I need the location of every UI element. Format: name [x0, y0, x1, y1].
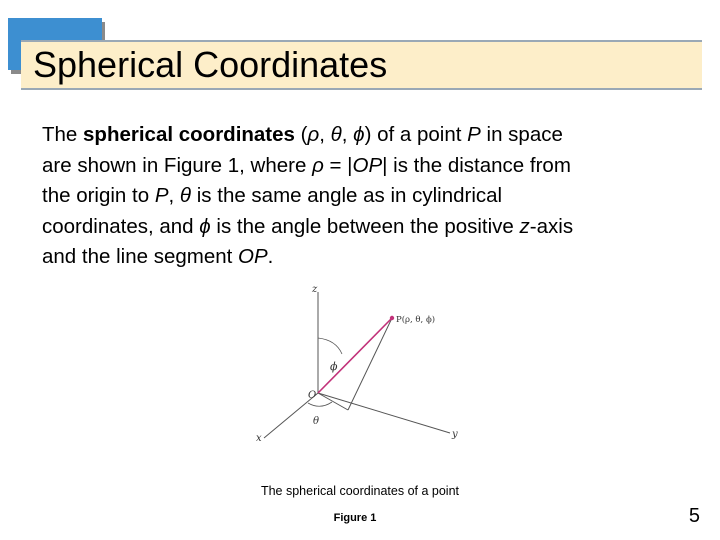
symbol-OP: OP	[238, 245, 268, 268]
text-run: are shown in Figure 1, where	[42, 153, 313, 177]
paragraph-line-2	[42, 151, 682, 182]
slide-title: Spherical Coordinates	[33, 44, 388, 85]
paragraph-line-1	[42, 120, 682, 151]
symbol-theta: θ	[179, 184, 192, 207]
spherical-coordinates-figure	[250, 278, 470, 448]
symbol-P: P	[467, 123, 481, 146]
symbol-phi: ϕ	[199, 214, 211, 238]
text-run: the origin to	[42, 184, 155, 207]
paragraph-line-4	[42, 212, 682, 243]
text-run: and the line segment	[42, 245, 239, 268]
symbol-OP: OP	[352, 153, 383, 177]
paragraph-line-3	[42, 181, 682, 212]
body-paragraph	[42, 120, 682, 273]
point-P-marker	[390, 316, 394, 320]
theta-arc	[308, 402, 332, 406]
phi-arc	[318, 338, 342, 354]
text-run: The	[42, 123, 84, 146]
x-axis-label: x	[256, 433, 262, 444]
symbol-rho: ρ	[312, 153, 324, 177]
text-run: is the angle between the positive	[210, 214, 520, 238]
text-run: in space	[480, 123, 563, 146]
z-axis-label: z	[312, 284, 318, 295]
text-run: (	[294, 123, 308, 146]
text-run: ,	[341, 123, 354, 146]
text-run: ) of a point	[364, 123, 468, 146]
figure-label: Figure 1	[333, 512, 377, 524]
text-run: -axis	[529, 214, 574, 238]
point-P-label: P(ρ, θ, ϕ)	[396, 315, 436, 325]
text-run: .	[267, 245, 274, 268]
symbol-rho: ρ	[307, 123, 320, 146]
symbol-z: z	[519, 214, 530, 238]
y-axis	[318, 393, 450, 433]
text-run: ,	[168, 184, 180, 207]
text-run: | is the distance from	[382, 153, 571, 177]
projection-line	[318, 393, 348, 410]
text-run: coordinates, and	[42, 214, 200, 238]
term-spherical-coordinates: spherical coordinates	[83, 123, 295, 146]
segment-OP	[318, 318, 392, 393]
text-run: ,	[319, 123, 331, 146]
text-run: = |	[323, 153, 353, 177]
symbol-P: P	[154, 184, 169, 207]
y-axis-label: y	[452, 429, 458, 440]
symbol-theta: θ	[330, 123, 342, 146]
page-number: 5	[688, 505, 700, 527]
symbol-phi: ϕ	[353, 123, 365, 146]
paragraph-line-5	[42, 242, 682, 273]
origin-label: O	[308, 390, 317, 401]
text-run: is the same angle as in cylindrical	[191, 184, 503, 207]
drop-line	[348, 318, 392, 410]
theta-label: θ	[313, 416, 320, 427]
figure-caption: The spherical coordinates of a point	[260, 484, 460, 498]
phi-label: ϕ	[330, 360, 338, 373]
